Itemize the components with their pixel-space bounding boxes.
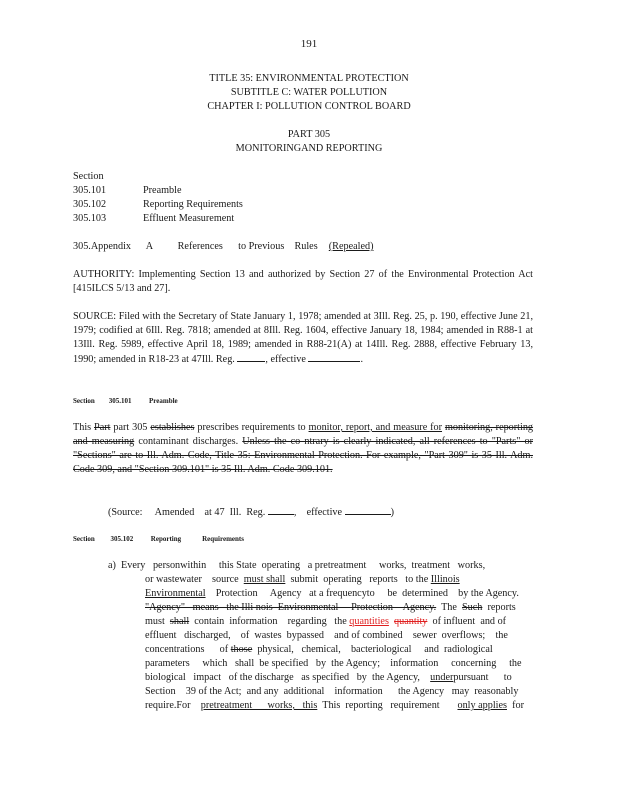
- text-run: The: [436, 602, 462, 613]
- toc-item-title: Effluent Measurement: [143, 213, 235, 224]
- struck-text: Unless the co ntrary is clearly indicated, all references to "Parts" or "Sections" are to Ill. Adm. Code, Title 35: Environmental Protection. For example, "Part 309" is 35 Ill. Adm. Code 309, and "Section 309.101" is 35 Ill. Adm. Code 309.101.: [73, 436, 533, 475]
- source-paragraph: [73, 310, 533, 367]
- text-line: [145, 574, 470, 585]
- source-effective: , effective: [265, 354, 306, 365]
- text-run: of influent and of: [427, 616, 507, 627]
- text-line: Section 39 of the Act; and any additional information the Agency may reasonably: [145, 686, 519, 697]
- underlined-text: only applies: [457, 700, 507, 711]
- toc-heading: Section: [73, 171, 104, 182]
- toc-item-number: 305.103: [73, 213, 107, 224]
- struck-text: establishes: [150, 422, 195, 433]
- part-number: PART 305: [287, 129, 331, 140]
- text-run: or wastewater source: [145, 574, 244, 585]
- text-line: parameters which shall be specified by the Agency; information concerning the: [145, 658, 522, 669]
- text-run: physical, chemical, bacteriological and radiological: [252, 644, 493, 655]
- text-line: [145, 616, 506, 627]
- text-run: Protection Agency at a frequencyto be determined by the Agency.: [205, 588, 519, 599]
- underlined-text: under: [430, 672, 454, 683]
- text-line: [145, 602, 516, 613]
- text-line: [145, 588, 519, 599]
- source-end: .: [360, 354, 364, 365]
- blank-line: [308, 352, 360, 362]
- toc-item-title: Reporting Requirements: [143, 199, 243, 210]
- toc-item-title: Preamble: [143, 185, 182, 196]
- underlined-text: monitor, report, and measure for: [308, 422, 443, 433]
- struck-text: "Agency" means the Illi nois Environmental Protection Agency.: [145, 602, 437, 613]
- title-line: TITLE 35: ENVIRONMENTAL PROTECTION: [209, 73, 409, 84]
- preamble-source-note: [108, 505, 394, 518]
- chapter-line: CHAPTER I: POLLUTION CONTROL BOARD: [207, 101, 411, 112]
- text-run: reports: [482, 602, 516, 613]
- toc-item-number: 305.102: [73, 199, 107, 210]
- underlined-text: must shall: [243, 574, 286, 585]
- text-run: This: [73, 422, 95, 433]
- underlined-text: Environmental: [145, 588, 206, 599]
- text-run: This reporting requirement: [317, 700, 458, 711]
- text-run: for: [512, 700, 524, 711]
- text-run: part 305: [110, 422, 151, 433]
- text-run: submit operating reports to the: [285, 574, 431, 585]
- text-line: [145, 700, 524, 711]
- text-line: [145, 672, 512, 683]
- underlined-text: pretreatment works, this: [200, 700, 318, 711]
- text-run: ): [390, 507, 394, 518]
- struck-text: shall: [169, 616, 190, 627]
- toc-item: [0, 199, 618, 213]
- toc-item: [0, 185, 618, 199]
- deleted-text: quantity: [394, 616, 428, 627]
- text-line: effluent discharged, of wastes bypassed and of combined sewer overflows; the: [145, 630, 508, 641]
- text-run: prescribes requirements to: [194, 422, 309, 433]
- text-run: contaminant discharges.: [134, 436, 243, 447]
- section-heading-305-102: Section 305.102 Reporting Requirements: [73, 535, 244, 543]
- inserted-text: quantities: [349, 616, 389, 627]
- source-text: SOURCE: Filed with the Secretary of State January 1, 1978; amended at 3Ill. Reg. 25, p. 190, effective June 21, 1979; codified at 6Ill. Reg. 7818; amended at 8Ill. Reg. 1604, effective January 18, 1984; amended in R88-1 at 13Ill. Reg. 5989, effective April 18, 1989; amended in R88-21(A) at 14Ill. Reg. 2888, effective February 13, 1990; amended in R18-23 at 47Ill. Reg.: [73, 311, 533, 365]
- text-run: , effective: [293, 507, 343, 518]
- text-run: contain information regarding the: [189, 616, 350, 627]
- blank-line: [345, 505, 391, 515]
- toc-item: [0, 213, 618, 227]
- appendix-title: References to Previous Rules: [177, 241, 318, 252]
- text-run: (Source: Amended at 47 Ill. Reg.: [108, 507, 266, 518]
- subtitle-line: SUBTITLE C: WATER POLLUTION: [230, 87, 388, 98]
- subsection-label: a): [108, 560, 116, 571]
- toc-item-number: 305.101: [73, 185, 107, 196]
- authority-paragraph: AUTHORITY: Implementing Section 13 and authorized by Section 27 of the Environmental Protection Act [415ILCS 5/13 and 27].: [73, 269, 533, 294]
- blank-line: [268, 505, 294, 515]
- preamble-paragraph: [73, 421, 533, 477]
- blank-line: [237, 352, 265, 362]
- appendix-label: 305.Appendix A: [73, 241, 153, 252]
- text-run: pursuant to: [453, 672, 512, 683]
- section-heading-305-101: Section 305.101 Preamble: [73, 397, 178, 405]
- toc-appendix: [73, 241, 388, 252]
- text-run: biological impact of the discharge as specified by the Agency,: [145, 672, 431, 683]
- appendix-repealed: (Repealed): [328, 241, 374, 252]
- underlined-text: Illinois: [430, 574, 460, 585]
- text-line: Every personwithin this State operating a pretreatment works, treatment works,: [121, 560, 486, 571]
- struck-text: those: [230, 644, 253, 655]
- text-run: require.For: [145, 700, 201, 711]
- struck-text: Such: [462, 602, 483, 613]
- struck-text: Part: [94, 422, 111, 433]
- part-title: MONITORINGAND REPORTING: [235, 143, 383, 154]
- struck-text: monitoring, reporting and measuring: [73, 422, 534, 447]
- text-line: [145, 644, 493, 655]
- page-number: 191: [300, 38, 318, 50]
- text-run: must: [145, 616, 170, 627]
- text-run: concentrations of: [145, 644, 231, 655]
